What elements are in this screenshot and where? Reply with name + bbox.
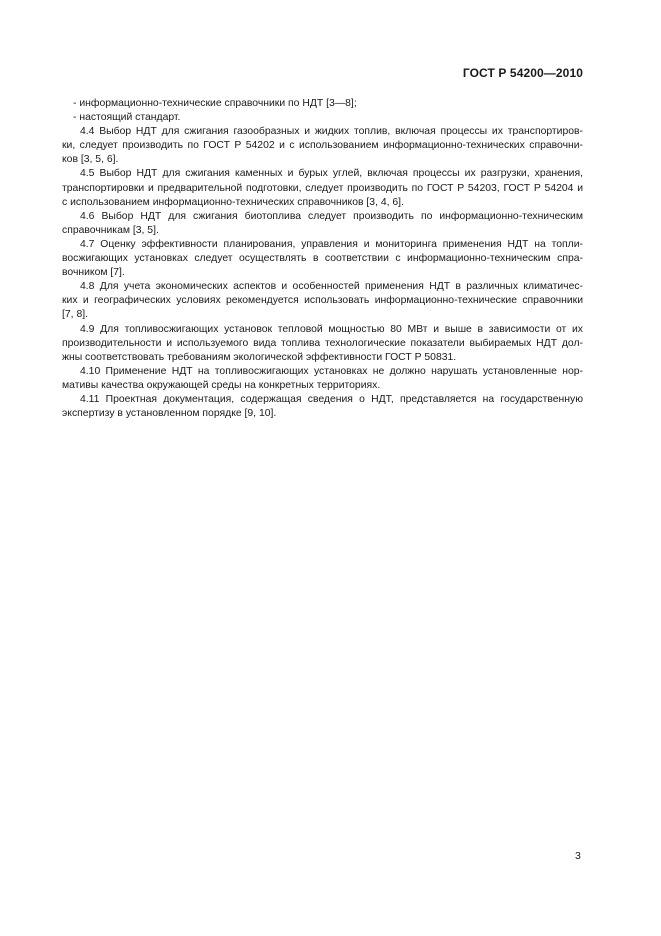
text-line: мативы качества окружающей среды на конкретных территориях.: [62, 379, 381, 391]
text-line: 4.4 Выбор НДТ для сжигания газообразных и жидких топлив, включая процессы их транспортиров-: [80, 126, 583, 138]
text-line: производительности и используемого вида топлива технологические показатели выбираемых НДТ дол-: [62, 337, 583, 349]
text-line: 4.11 Проектная документация, содержащая сведения о НДТ, представляется на государственную: [80, 393, 583, 405]
text-line: ков [3, 5, 6].: [62, 154, 119, 166]
text-line: восжигающих установках следует осуществлять в соответствии с информационно-техническим спра-: [62, 253, 583, 265]
text-line: [7, 8].: [62, 309, 88, 321]
page-number: 3: [575, 850, 581, 862]
text-line: 4.9 Для топливосжигающих установок тепловой мощностью 80 МВт и выше в зависимости от их: [80, 323, 583, 335]
text-line: с использованием информационно-технических справочников [3, 4, 6].: [62, 196, 404, 208]
text-line: ки, следует производить по ГОСТ Р 54202 и с использованием информационно-технических справочни-: [62, 140, 583, 152]
text-line: экспертизу в установленном порядке [9, 10].: [62, 408, 277, 420]
document-body: [62, 97, 583, 421]
document-header: ГОСТ Р 54200—2010: [462, 66, 583, 80]
text-line: ких и географических условиях рекомендуется использовать информационно-технические справочники: [62, 295, 583, 307]
text-line: вочником [7].: [62, 267, 125, 279]
text-line: 4.7 Оценку эффективности планирования, управления и мониторинга применения НДТ на топли-: [80, 238, 583, 250]
text-line: 4.8 Для учета экономических аспектов и особенностей применения НДТ в различных климатичес-: [80, 281, 583, 293]
text-line: жны соответствовать требованиям экологической эффективности ГОСТ Р 50831.: [62, 351, 457, 363]
text-line: 4.10 Применение НДТ на топливосжигающих установках не должно нарушать установленные нор-: [80, 365, 583, 377]
text-line: - настоящий стандарт.: [73, 112, 181, 124]
text-line: 4.6 Выбор НДТ для сжигания биотоплива следует производить по информационно-техническим: [80, 210, 583, 222]
text-line: справочникам [3, 5].: [62, 224, 159, 236]
text-line: 4.5 Выбор НДТ для сжигания каменных и бурых углей, включая процессы их разгрузки, хранения,: [80, 168, 583, 180]
text-line: - информационно-технические справочники по НДТ [3—8];: [73, 98, 357, 109]
text-line: транспортировки и предварительной подготовки, следует производить по ГОСТ Р 54203, ГОСТ Р 54204 и: [62, 182, 583, 194]
